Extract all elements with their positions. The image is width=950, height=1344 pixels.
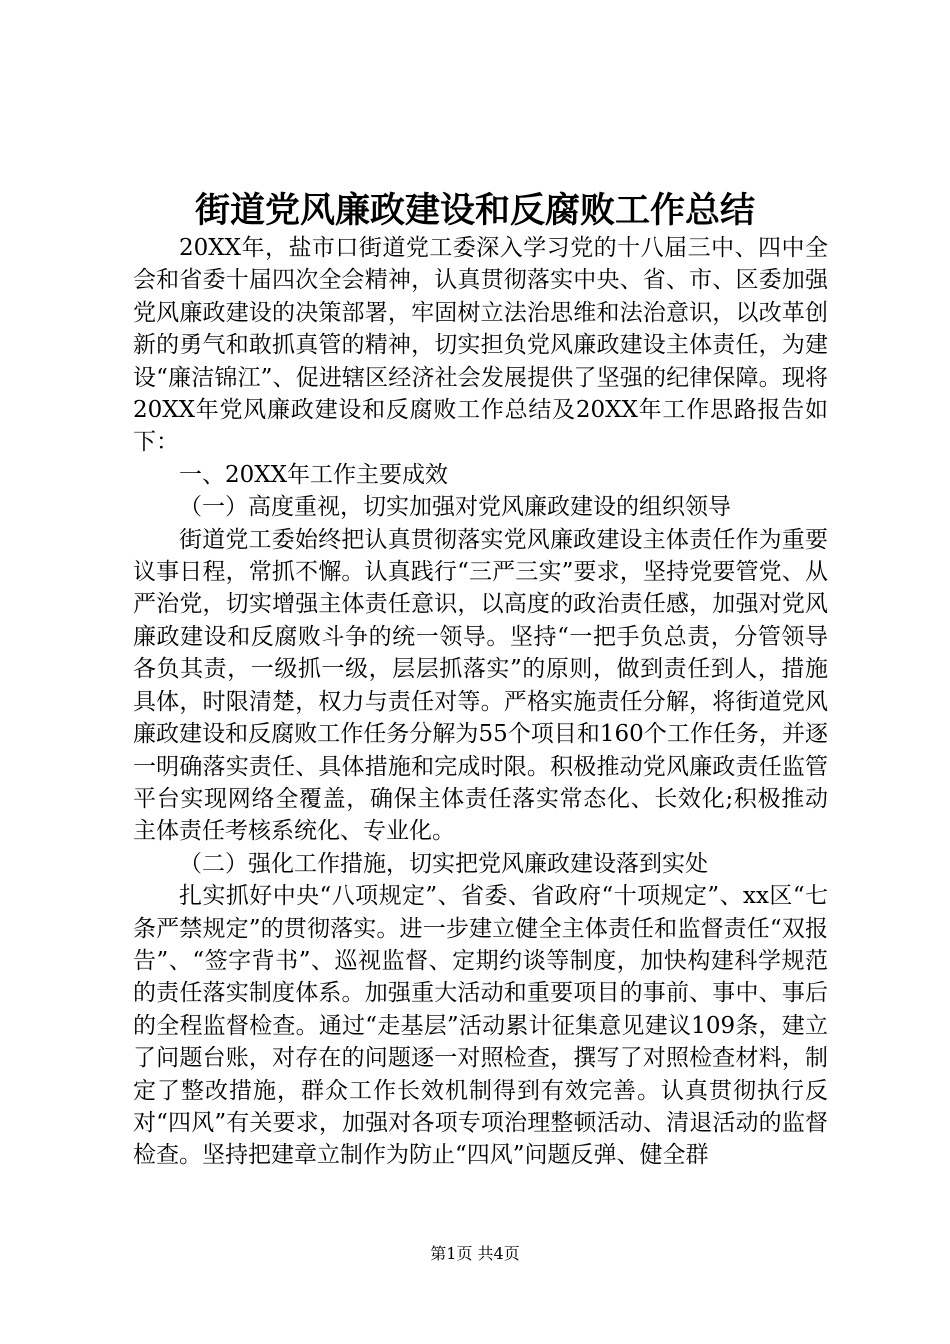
paragraph: 扎实抓好中央“八项规定”、省委、省政府“十项规定”、xx区“七条严禁规定”的贯彻落实。进一步建立健全主体责任和监督责任“双报告”、“签字背书”、巡视监督、定期约谈等制度，加快构建科学规范的责任落实制度体系。加强重大活动和重要项目的事前、事中、事后的全程监督检查。通过“走基层”活动累计征集意见建议109条，建立了问题台账，对存在的问题逐一对照检查，撰写了对照检查材料，制定了整改措施，群众工作长效机制得到有效完善。认真贯彻执行反对“四风”有关要求，加强对各项专项治理整顿活动、清退活动的监督检查。坚持把建章立制作为防止“四风”问题反弹、健全群 — [133, 883, 828, 1169]
document-title: 街道党风廉政建设和反腐败工作总结 — [194, 190, 755, 231]
subsection-heading: （一）高度重视，切实加强对党风廉政建设的组织领导 — [179, 494, 731, 521]
paragraph-intro: 20XX年，盐市口街道党工委深入学习党的十八届三中、四中全会和省委十届四次全会精神，认真贯彻落实中央、省、市、区委加强党风廉政建设的决策部署，牢固树立法治思维和法治意识，以改革创新的勇气和敢抓真管的精神，切实担负党风廉政建设主体责任，为建设“廉洁锦江”、促进辖区经济社会发展提供了坚强的纪律保障。现将20XX年党风廉政建设和反腐败工作总结及20XX年工作思路报告如下： — [133, 235, 828, 456]
document-body — [133, 232, 828, 1172]
section-heading: 一、20XX年工作主要成效 — [179, 461, 449, 488]
page-footer: 第1页 共4页 — [430, 1244, 520, 1263]
paragraph: 街道党工委始终把认真贯彻落实党风廉政建设主体责任作为重要议事日程，常抓不懈。认真践行“三严三实”要求，坚持党要管党、从严治党，切实增强主体责任意识，以高度的政治责任感，加强对党风廉政建设和反腐败斗争的统一领导。坚持“一把手负总责，分管领导各负其责，一级抓一级，层层抓落实”的原则，做到责任到人，措施具体，时限清楚，权力与责任对等。严格实施责任分解，将街道党风廉政建设和反腐败工作任务分解为55个项目和160个工作任务，并逐一明确落实责任、具体措施和完成时限。积极推动党风廉政责任监管平台实现网络全覆盖，确保主体责任落实常态化、长效化;积极推动主体责任考核系统化、专业化。 — [133, 526, 828, 845]
subsection-heading: （二）强化工作措施，切实把党风廉政建设落到实处 — [179, 850, 708, 877]
